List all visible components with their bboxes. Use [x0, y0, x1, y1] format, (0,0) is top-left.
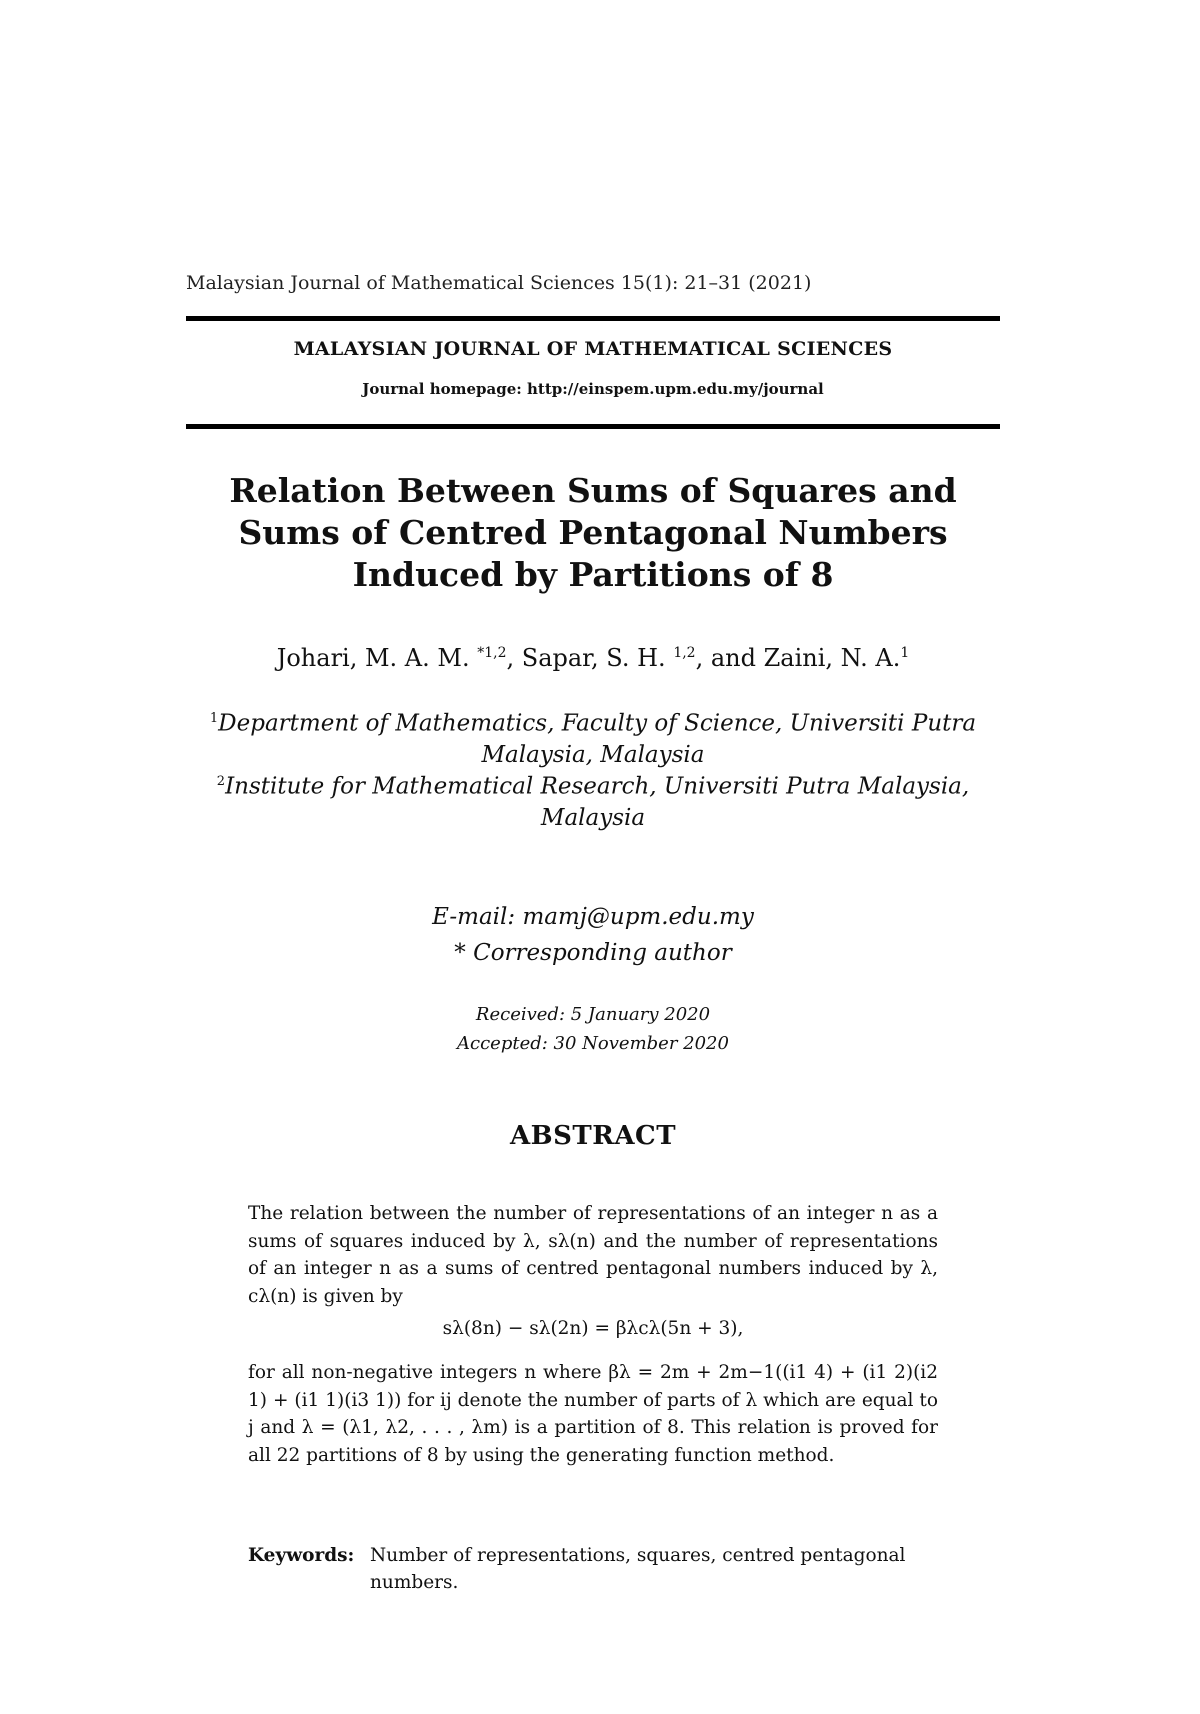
affiliation-2-number: 2: [216, 774, 226, 789]
keywords-label: Keywords:: [248, 1545, 355, 1566]
journal-name: MALAYSIAN JOURNAL OF MATHEMATICAL SCIENCES: [293, 338, 893, 360]
corresponding-author-note: * Corresponding author: [454, 940, 732, 966]
contact-email: E-mail: mamj@upm.edu.my: [432, 904, 754, 930]
abstract-equation: sλ(8n) − sλ(2n) = βλcλ(5n + 3),: [442, 1318, 744, 1339]
running-head: Malaysian Journal of Mathematical Sciences 15(1): 21–31 (2021): [186, 272, 812, 294]
affiliation-2-text: Institute for Mathematical Research, Universiti Putra Malaysia, Malaysia: [225, 773, 970, 831]
affiliation-1: [186, 703, 1000, 771]
article-title: Relation Between Sums of Squares and Sums of Centred Pentagonal Numbers Induced by Partitions of 8: [229, 471, 957, 594]
author-1: Johari, M. A. M.: [276, 644, 478, 672]
affiliation-1-text: Department of Mathematics, Faculty of Science, Universiti Putra Malaysia, Malaysia: [218, 710, 977, 768]
affiliation-2: [186, 766, 1000, 834]
affiliation-1-number: 1: [209, 711, 219, 726]
abstract-heading: ABSTRACT: [509, 1121, 677, 1151]
keywords-block: [248, 1542, 948, 1596]
abstract-paragraph-1: The relation between the number of representations of an integer n as a sums of squares induced by λ, sλ(n) and the number of representations of an integer n as a sums of centred pentagonal numbers induced by λ, cλ(n) is given by: [248, 1203, 938, 1307]
author-3: , and Zaini, N. A.: [695, 644, 901, 672]
author-list: [186, 644, 1000, 672]
author-2: , Sapar, S. H.: [506, 644, 674, 672]
accepted-date: Accepted: 30 November 2020: [457, 1033, 729, 1054]
masthead-bottom-rule: [186, 424, 1000, 429]
journal-homepage: Journal homepage: http://einspem.upm.edu.my/journal: [362, 380, 824, 398]
author-3-marks: 1: [900, 645, 910, 661]
masthead-top-rule: [186, 316, 1000, 321]
author-2-marks: 1,2: [673, 645, 696, 661]
received-date: Received: 5 January 2020: [475, 1004, 711, 1025]
keywords-text: Number of representations, squares, centred pentagonal numbers.: [370, 1545, 906, 1593]
author-1-marks: *1,2: [477, 645, 507, 661]
abstract-paragraph-2: for all non-negative integers n where βλ = 2m + 2m−1((i1 4) + (i1 2)(i2 1) + (i1 1)(i3 1)) for ij denote the number of parts of λ which are equal to j and λ = (λ1, λ2, . . . , λm) is a partition of 8. This relation is proved for all 22 partitions of 8 by using the generating function method.: [248, 1362, 938, 1466]
